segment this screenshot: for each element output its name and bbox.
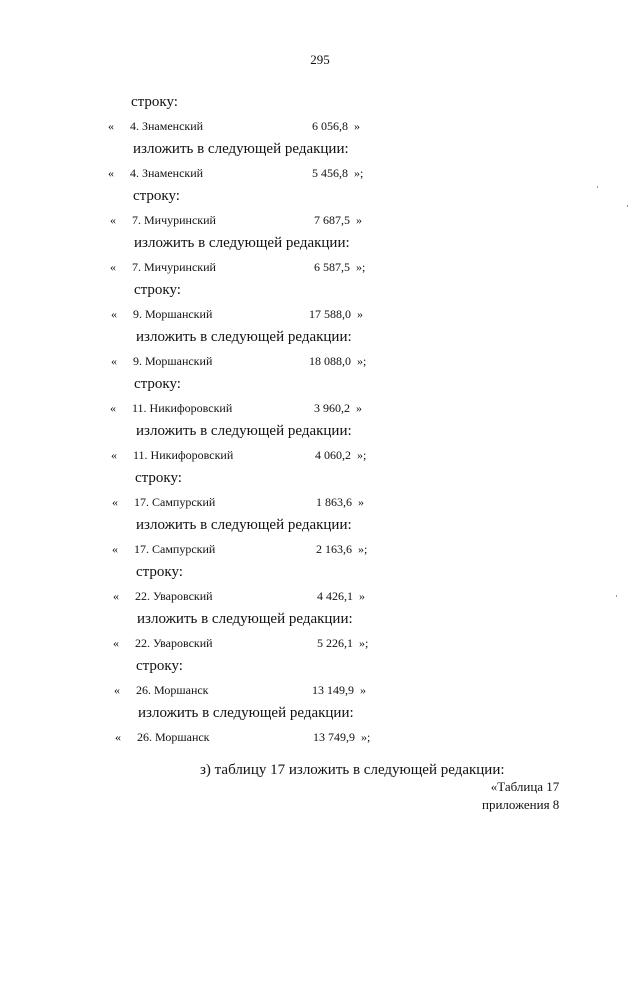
open-quote: « [108, 119, 114, 133]
page-number: 295 [310, 52, 330, 67]
old-entry-value: 1 863,6 [316, 495, 352, 509]
new-entry-name: 11. Никифоровский [133, 448, 234, 462]
new-entry-value: 18 088,0 [309, 354, 351, 368]
close-quote: » [357, 307, 363, 321]
close-quote: » [359, 589, 365, 603]
new-entry-value: 2 163,6 [316, 542, 352, 556]
close-quote-semicolon: »; [356, 260, 366, 274]
row-label-text: строку: [131, 94, 178, 110]
row-label [135, 468, 182, 488]
row-label [134, 374, 181, 394]
row-label [136, 562, 183, 582]
open-quote: « [115, 730, 121, 744]
new-entry-value: 13 749,9 [313, 730, 355, 744]
open-quote: « [112, 495, 118, 509]
row-label [131, 92, 178, 112]
amendment-block [0, 656, 640, 986]
new-entry-name: 4. Знаменский [130, 166, 204, 180]
row-label-text: строку: [136, 564, 183, 580]
row-label-text: строку: [133, 188, 180, 204]
scan-speck [597, 186, 598, 188]
row-label [133, 186, 180, 206]
open-quote: « [108, 166, 114, 180]
old-entry-name: 11. Никифоровский [132, 401, 233, 415]
old-entry-value: 7 687,5 [314, 213, 350, 227]
row-label-text: строку: [136, 658, 183, 674]
open-quote: « [111, 448, 117, 462]
open-quote: « [112, 542, 118, 556]
caption-line-1: «Таблица 17 [490, 779, 560, 794]
new-entry-name: 17. Сампурский [134, 542, 216, 556]
old-entry-name: 17. Сампурский [134, 495, 216, 509]
row-label-text: строку: [134, 376, 181, 392]
close-quote: » [360, 683, 366, 697]
new-entry-name: 22. Уваровский [135, 636, 213, 650]
old-entry-value: 6 056,8 [312, 119, 348, 133]
scan-speck [616, 595, 617, 597]
new-entry-value: 6 587,5 [314, 260, 350, 274]
replace-label [134, 233, 350, 253]
close-quote-semicolon: »; [358, 542, 368, 556]
close-quote: » [356, 213, 362, 227]
close-quote-semicolon: »; [359, 636, 369, 650]
row-label [134, 280, 181, 300]
new-entry-name: 9. Моршанский [133, 354, 213, 368]
row-label [136, 656, 183, 676]
open-quote: « [110, 260, 116, 274]
old-entry-name: 22. Уваровский [135, 589, 213, 603]
caption-line-2: приложения 8 [482, 797, 560, 812]
replace-label [136, 421, 352, 441]
new-entry-name: 26. Моршанск [137, 730, 210, 744]
replace-label-text: изложить в следующей редакции: [134, 235, 350, 251]
instruction-paragraph: з) таблицу 17 изложить в следующей редакции: [200, 762, 505, 778]
old-entry-value: 4 426,1 [317, 589, 353, 603]
close-quote-semicolon: »; [357, 448, 367, 462]
new-entry-value: 5 226,1 [317, 636, 353, 650]
open-quote: « [110, 401, 116, 415]
row-label-text: строку: [134, 282, 181, 298]
table-caption [482, 778, 559, 814]
open-quote: « [110, 213, 116, 227]
replace-label-text: изложить в следующей редакции: [133, 141, 349, 157]
open-quote: « [113, 589, 119, 603]
replace-label [133, 139, 349, 159]
close-quote-semicolon: »; [357, 354, 367, 368]
row-label-text: строку: [135, 470, 182, 486]
old-entry-name: 9. Моршанский [133, 307, 213, 321]
close-quote-semicolon: »; [354, 166, 364, 180]
replace-label-text: изложить в следующей редакции: [138, 705, 354, 721]
close-quote: » [354, 119, 360, 133]
replace-label-text: изложить в следующей редакции: [136, 517, 352, 533]
new-entry-value: 5 456,8 [312, 166, 348, 180]
old-entry-name: 26. Моршанск [136, 683, 209, 697]
replace-label-text: изложить в следующей редакции: [136, 329, 352, 345]
open-quote: « [113, 636, 119, 650]
scan-speck [627, 205, 628, 207]
close-quote-semicolon: »; [361, 730, 371, 744]
replace-label [136, 515, 352, 535]
close-quote: » [358, 495, 364, 509]
close-quote: » [356, 401, 362, 415]
new-entry-name: 7. Мичуринский [132, 260, 216, 274]
open-quote: « [111, 307, 117, 321]
open-quote: « [111, 354, 117, 368]
replace-label [137, 609, 353, 629]
old-entry-name: 7. Мичуринский [132, 213, 216, 227]
replace-label-text: изложить в следующей редакции: [136, 423, 352, 439]
old-entry-value: 13 149,9 [312, 683, 354, 697]
old-entry-value: 17 588,0 [309, 307, 351, 321]
open-quote: « [114, 683, 120, 697]
replace-label-text: изложить в следующей редакции: [137, 611, 353, 627]
replace-label [136, 327, 352, 347]
old-entry-value: 3 960,2 [314, 401, 350, 415]
new-entry-value: 4 060,2 [315, 448, 351, 462]
replace-label [138, 703, 354, 723]
old-entry-name: 4. Знаменский [130, 119, 204, 133]
